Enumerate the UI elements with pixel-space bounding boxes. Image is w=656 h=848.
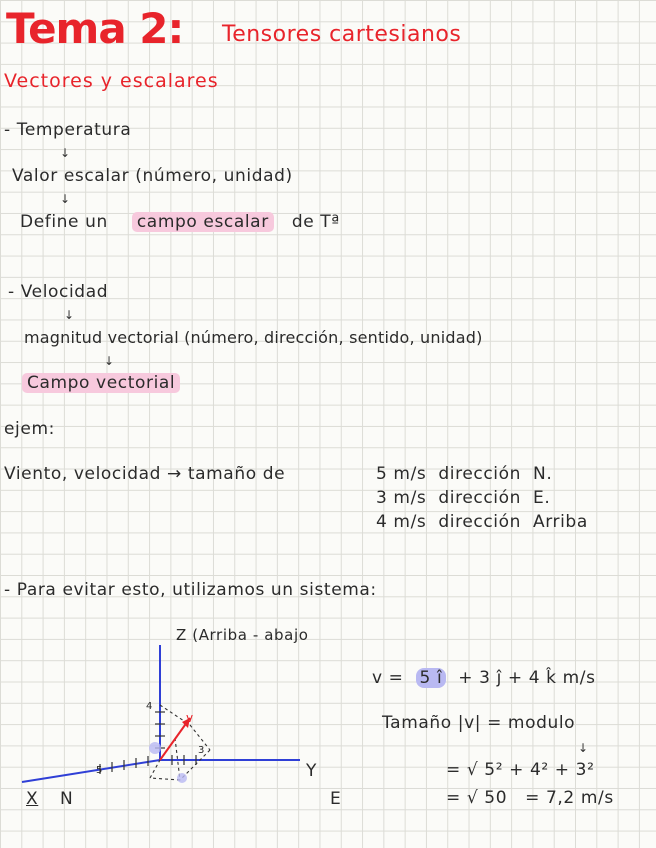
- x-axis: [22, 760, 160, 782]
- highlight-term-5i: 5 î: [416, 668, 447, 688]
- e-label: E: [330, 789, 342, 809]
- row-value: 5 m/s: [376, 464, 427, 484]
- row-dir: Arriba: [533, 512, 588, 532]
- row-dir-label: dirección: [438, 488, 521, 508]
- diagram-tick-5: 5: [96, 765, 103, 776]
- y-axis-label: Y: [306, 761, 317, 781]
- velocity-step1: magnitud vectorial (número, dirección, sentido, unidad): [24, 328, 483, 347]
- result: = 7,2 m/s: [525, 788, 614, 808]
- vector-equation-rest: + 3 ĵ + 4 k̂ m/s: [458, 668, 596, 688]
- vector-equation-lhs: v =: [372, 668, 404, 688]
- highlight-campo-escalar: campo escalar: [132, 212, 274, 232]
- sqrt-line-2: [446, 790, 614, 807]
- section-heading: Vectores y escalares: [4, 70, 219, 92]
- temperature-item: - Temperatura: [4, 120, 132, 140]
- temperature-step1: Valor escalar (número, unidad): [12, 166, 293, 186]
- down-arrow-icon: ↓: [64, 308, 75, 322]
- down-arrow-icon: ↓: [578, 741, 589, 755]
- diagram-tick-4: 4: [146, 701, 153, 712]
- row-value: 4 m/s: [376, 512, 427, 532]
- sqrt-50: = √ 50: [446, 788, 508, 808]
- example-prefix: Viento, velocidad: [4, 464, 161, 484]
- row-dir-label: dirección: [438, 464, 521, 484]
- sqrt-line-1: = √ 5² + 4² + 3²: [446, 760, 595, 780]
- down-arrow-icon: ↓: [104, 354, 115, 368]
- row-dir-label: dirección: [438, 512, 521, 532]
- vector-v-label: v: [186, 711, 194, 725]
- example-mid: tamaño de: [187, 464, 286, 484]
- page-title: Tema 2:: [6, 4, 184, 53]
- origin-highlight: [177, 773, 187, 783]
- highlight-campo-vectorial: Campo vectorial: [22, 373, 180, 393]
- temperature-step2-suffix: de Tª: [291, 212, 340, 232]
- origin-highlight: [149, 742, 161, 754]
- x-axis-ticks: [100, 756, 148, 774]
- z-axis-label: Z (Arriba - abajo: [176, 626, 309, 644]
- x-axis-label: X: [26, 789, 39, 809]
- temperature-step2-prefix: Define un: [20, 212, 108, 232]
- size-label: Tamaño |v| = modulo: [382, 713, 576, 733]
- row-value: 3 m/s: [376, 488, 427, 508]
- right-arrow-icon: →: [161, 464, 188, 484]
- row-dir: N.: [533, 464, 553, 484]
- down-arrow-icon: ↓: [60, 146, 71, 160]
- example-label: ejem:: [4, 419, 55, 439]
- page-subtitle: Tensores cartesianos: [222, 22, 462, 47]
- system-line: - Para evitar esto, utilizamos un sistema:: [4, 580, 377, 600]
- diagram-tick-3: 3: [198, 745, 205, 756]
- down-arrow-icon: ↓: [60, 192, 71, 206]
- row-dir: E.: [533, 488, 551, 508]
- vector-equation: [372, 670, 596, 687]
- n-label: N: [60, 789, 74, 809]
- velocity-item: - Velocidad: [8, 282, 109, 302]
